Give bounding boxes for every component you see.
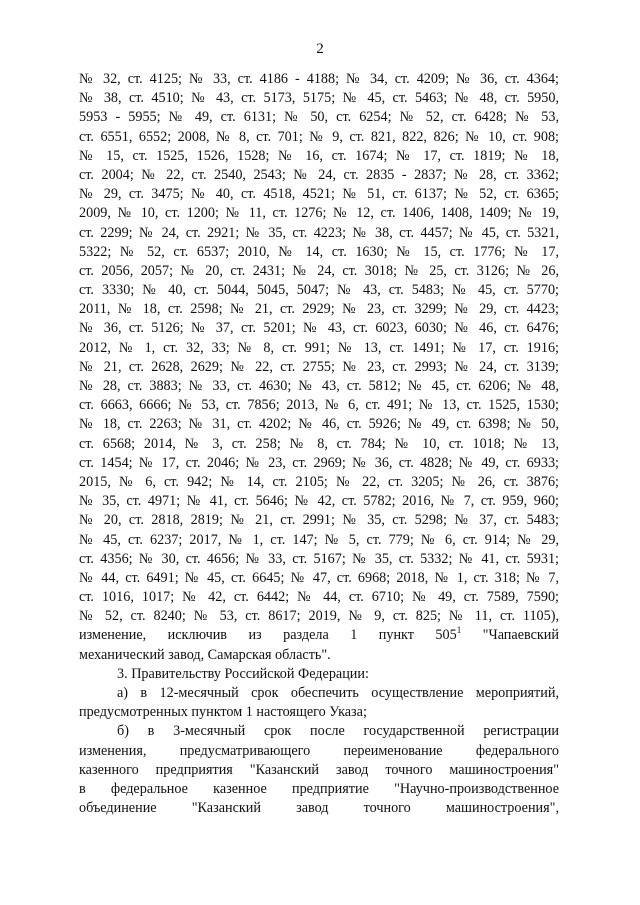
reference-line: 2015, № 6, ст. 942; № 14, ст. 2105; № 22, ст. 3205; № 26, ст. 3876; <box>79 473 559 490</box>
reference-line: 5953 - 5955; № 49, ст. 6131; № 50, ст. 6254; № 52, ст. 6428; № 53, <box>79 109 559 126</box>
item-3a-line: а) в 12-месячный срок обеспечить осуществление мероприятий, <box>117 685 559 701</box>
reference-line: ст. 2004; № 22, ст. 2540, 2543; № 24, ст. 2835 - 2837; № 28, ст. 3362; <box>79 166 559 183</box>
amendment-superscript: 1 <box>456 625 462 636</box>
item-3b-line: в федеральное казенное предприятие "Научно-производственное <box>79 780 559 797</box>
item-3b-line: казенного предприятия "Казанский завод точного машиностроения" <box>79 761 559 778</box>
references-paragraph <box>79 70 559 626</box>
reference-line: ст. 2299; № 24, ст. 2921; № 35, ст. 4223; № 38, ст. 4457; № 45, ст. 5321, <box>79 224 559 241</box>
reference-line: № 15, ст. 1525, 1526, 1528; № 16, ст. 1674; № 17, ст. 1819; № 18, <box>79 147 559 164</box>
amendment-line <box>79 626 559 645</box>
amendment-text-end: "Чапаевский <box>461 627 559 644</box>
amendment-text: изменение, исключив из раздела 1 пункт 505 <box>79 627 457 644</box>
reference-line: ст. 1454; № 17, ст. 2046; № 23, ст. 2969; № 36, ст. 4828; № 49, ст. 6933; <box>79 454 559 471</box>
reference-line: № 20, ст. 2818, 2819; № 21, ст. 2991; № 35, ст. 5298; № 37, ст. 5483; <box>79 512 559 529</box>
item-3b-line: изменения, предусматривающего переименование федерального <box>79 742 559 759</box>
reference-line: ст. 1016, 1017; № 42, ст. 6442; № 44, ст. 6710; № 49, ст. 7589, 7590; <box>79 589 559 606</box>
item-3b-line: объединение "Казанский завод точного машиностроения", <box>79 800 559 817</box>
item-3b-line: б) в 3-месячный срок после государственной регистрации <box>117 723 559 740</box>
reference-line: ст. 6551, 6552; 2008, № 8, ст. 701; № 9, ст. 821, 822, 826; № 10, ст. 908; <box>79 128 559 145</box>
reference-line: 5322; № 52, ст. 6537; 2010, № 14, ст. 1630; № 15, ст. 1776; № 17, <box>79 243 559 260</box>
reference-line: 2012, № 1, ст. 32, 33; № 8, ст. 991; № 13, ст. 1491; № 17, ст. 1916; <box>79 339 559 356</box>
reference-line: ст. 3330; № 40, ст. 5044, 5045, 5047; № 43, ст. 5483; № 45, ст. 5770; <box>79 282 559 299</box>
reference-line: № 35, ст. 4971; № 41, ст. 5646; № 42, ст. 5782; 2016, № 7, ст. 959, 960; <box>79 493 559 510</box>
reference-line: № 18, ст. 2263; № 31, ст. 4202; № 46, ст. 5926; № 49, ст. 6398; № 50, <box>79 416 559 433</box>
reference-line: № 45, ст. 6237; 2017, № 1, ст. 147; № 5, ст. 779; № 6, ст. 914; № 29, <box>79 531 559 548</box>
reference-line: № 21, ст. 2628, 2629; № 22, ст. 2755; № 23, ст. 2993; № 24, ст. 3139; <box>79 358 559 375</box>
reference-line: № 36, ст. 5126; № 37, ст. 5201; № 43, ст. 6023, 6030; № 46, ст. 6476; <box>79 320 559 337</box>
reference-line: № 29, ст. 3475; № 40, ст. 4518, 4521; № 51, ст. 6137; № 52, ст. 6365; <box>79 186 559 203</box>
reference-line: № 44, ст. 6491; № 45, ст. 6645; № 47, ст. 6968; 2018, № 1, ст. 318; № 7, <box>79 569 559 586</box>
reference-line: № 38, ст. 4510; № 43, ст. 5173, 5175; № 45, ст. 5463; № 48, ст. 5950, <box>79 90 559 107</box>
page-number: 2 <box>316 41 324 57</box>
reference-line: № 32, ст. 4125; № 33, ст. 4186 - 4188; № 34, ст. 4209; № 36, ст. 4364; <box>79 71 559 87</box>
amendment-final-line: механический завод, Самарская область". <box>79 646 331 663</box>
reference-line: 2009, № 10, ст. 1200; № 11, ст. 1276; № 12, ст. 1406, 1408, 1409; № 19, <box>79 205 559 222</box>
reference-line: № 52, ст. 8240; № 53, ст. 8617; 2019, № 9, ст. 825; № 11, ст. 1105), <box>79 608 559 625</box>
item-3-heading: 3. Правительству Российской Федерации: <box>117 665 369 682</box>
reference-line: ст. 6663, 6666; № 53, ст. 7856; 2013, № 6, ст. 491; № 13, ст. 1525, 1530; <box>79 397 559 414</box>
document-body <box>79 70 559 818</box>
reference-line: ст. 4356; № 30, ст. 4656; № 33, ст. 5167; № 35, ст. 5332; № 41, ст. 5931; <box>79 550 559 567</box>
reference-line: 2011, № 18, ст. 2598; № 21, ст. 2929; № 23, ст. 3299; № 29, ст. 4423; <box>79 301 559 318</box>
reference-line: ст. 6568; 2014, № 3, ст. 258; № 8, ст. 784; № 10, ст. 1018; № 13, <box>79 435 559 452</box>
reference-line: № 28, ст. 3883; № 33, ст. 4630; № 43, ст. 5812; № 45, ст. 6206; № 48, <box>79 378 559 394</box>
item-3a-line: предусмотренных пунктом 1 настоящего Указа; <box>79 704 367 721</box>
reference-line: ст. 2056, 2057; № 20, ст. 2431; № 24, ст. 3018; № 25, ст. 3126; № 26, <box>79 262 559 279</box>
